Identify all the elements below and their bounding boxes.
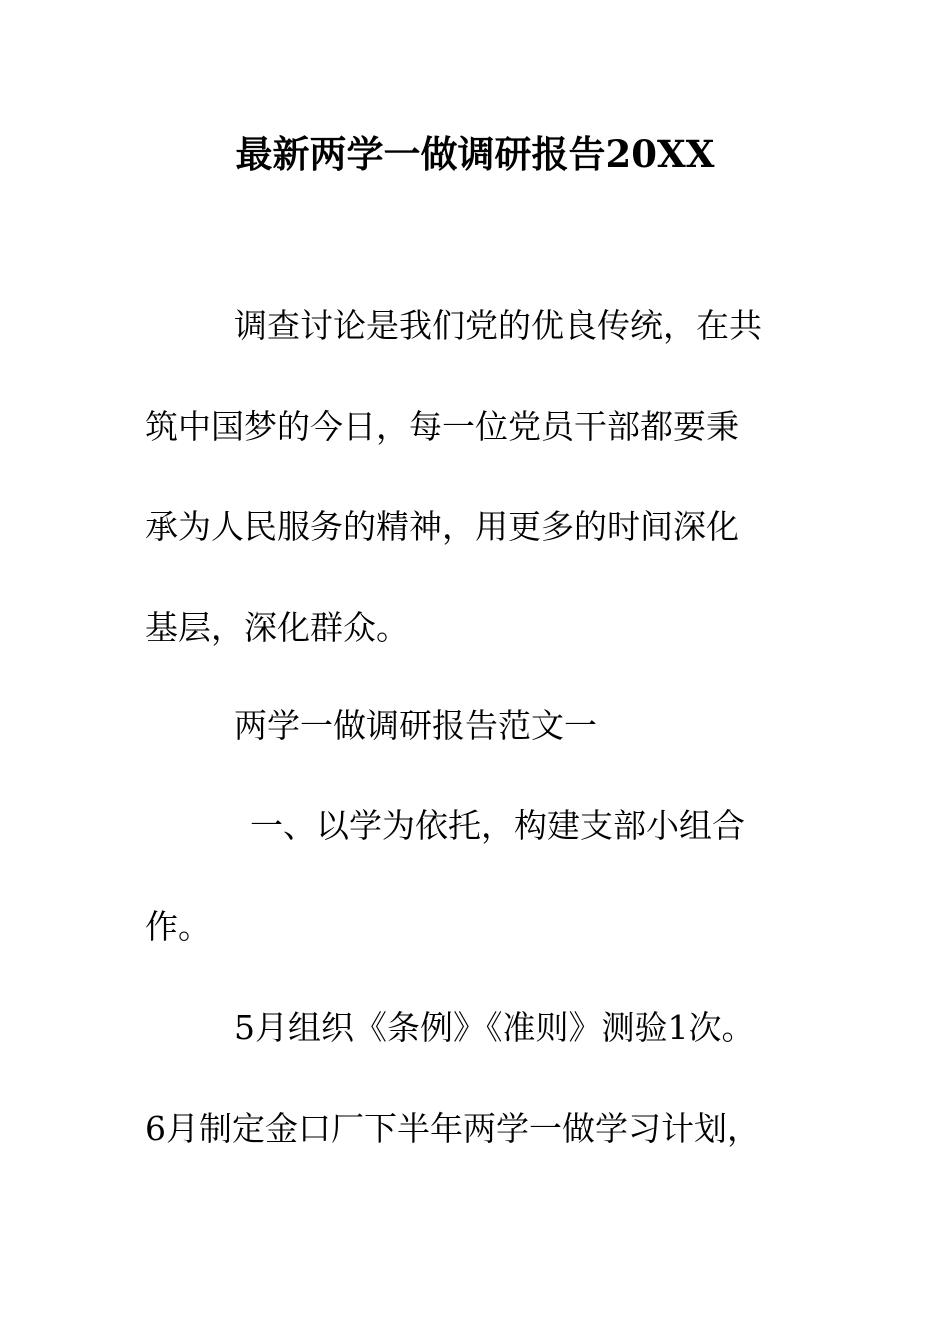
subheading-line-2: 作。	[145, 907, 211, 946]
subheading-line-1: 一、以学为依托，构建支部小组合	[250, 806, 745, 845]
document-title: 最新两学一做调研报告20XX	[235, 132, 715, 176]
paragraph-line-2: 筑中国梦的今日，每一位党员干部都要秉	[145, 407, 739, 446]
paragraph-line-4: 基层，深化群众。	[145, 608, 409, 647]
paragraph-line-1: 调查讨论是我们党的优良传统，在共	[234, 306, 762, 345]
section-heading: 两学一做调研报告范文一	[234, 706, 597, 745]
paragraph-line-3: 承为人民服务的精神，用更多的时间深化	[145, 507, 739, 546]
paragraph-line-6: 6月制定金口厂下半年两学一做学习计划，	[145, 1109, 760, 1148]
paragraph-line-5: 5月组织《条例》《准则》测验1次。	[234, 1008, 755, 1047]
